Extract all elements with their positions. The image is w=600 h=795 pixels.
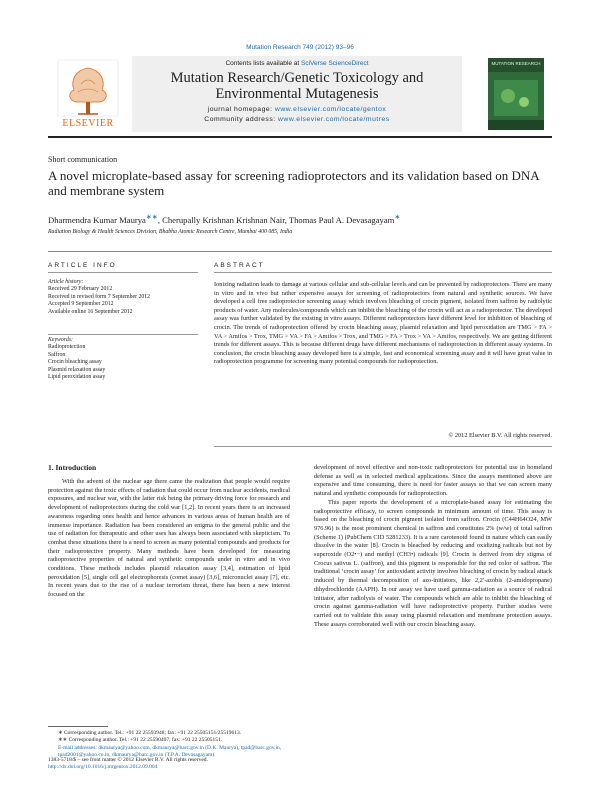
- abstract-rule: [214, 272, 552, 273]
- abstract-heading: ABSTRACT: [214, 262, 265, 269]
- article-type: Short communication: [48, 155, 118, 164]
- journal-cover-image: [468, 58, 552, 130]
- elsevier-logo: [48, 56, 128, 132]
- author-3-mark[interactable]: ∗: [394, 213, 401, 221]
- journal-reference[interactable]: Mutation Research 749 (2012) 93–96: [246, 44, 354, 51]
- header-rule: [48, 136, 552, 138]
- article-title: A novel microplate-based assay for screening radioprotectors and its validation based on DNA and membrane system: [48, 168, 539, 198]
- journal-title-line1: Mutation Research/Genetic Toxicology and: [170, 70, 424, 86]
- footnote-rule: [48, 726, 108, 727]
- keywords: [48, 337, 198, 381]
- community-label: Community address:: [204, 116, 276, 123]
- issn-line: 1383-5718/$ – see front matter © 2012 Elsevier B.V. All rights reserved.: [48, 757, 208, 763]
- intro-paragraph-2: This paper reports the development of a microplate-based assay for estimating the radioprotective efficacy, to screen compounds in minimum amount of time. This assay is based on the bleaching of crocin pigment isolated from saffron. Crocin (C44H64O24, MW 976.96) is the most prominent chemical in saffron and constitutes 2% (w/w) of total saffron (Scheme 1) (PubChem CID 5281233). It is a rare carotenoid found in nature which can easily dissolve in the water [8]. Crocin is bleached by reducing and oxidizing radicals but not by superoxide (O2•−) and methyl (CH3•) radicals [9]. Crocin is derived from dry stigma of Crocus sativus L. (saffron), and this pigment is responsible for the red color of saffron. The traditional ‘crocin assay’ for antioxidant activity involves bleaching of crocin by radical attack induced by thermal decomposition of azo-initiators, like 2,2′-azobis (2-amidopropane) dihydrochloride (AAPH). In our assay we have used gamma-radiation as a source of radical initiator, after radiolysis of water. The compounds which are able to inhibit the bleaching of crocin against gamma-radiation will have radioprotective property. Further studies were carried out to validate this assay using plasmid relaxation and membrane protection assays. These assays corroborated well with our crocin bleaching assay.: [314, 498, 552, 628]
- footer: [48, 757, 208, 772]
- homepage-link[interactable]: www.elsevier.com/locate/gentox: [274, 106, 387, 113]
- keyword-item: Crocin bleaching assay: [48, 359, 102, 366]
- affiliation: Radiation Biology & Health Sciences Division, Bhabha Atomic Research Centre, Mumbai 400 085, India: [48, 229, 293, 235]
- community-address: [132, 116, 462, 123]
- community-link[interactable]: www.elsevier.com/locate/mutres: [278, 116, 390, 123]
- body-column-left: [48, 478, 290, 600]
- sciencedirect-link[interactable]: SciVerse ScienceDirect: [300, 60, 369, 67]
- abstract-text: Ionizing radiation leads to damage at various cellular and sub-cellular levels and can be prevented by radioprotectors. There are many in vitro and in vivo but rather expensive assays for screening of radioprotectors from natural and synthetic sources. We have developed a cell free radioprotector screening assay which involves bleaching of crocin pigment, isolated from saffron by radiolytic products of water. Any molecules/compounds which can inhibit the bleaching of the crocin will act as a radioprotector. The developed assay was further validated by the existing in vitro assays. Different radioprotectors have different level for inhibition of bleaching of crocin. The trends of radioprotection offered by crocin bleaching assay, plasmid relaxation and lipid peroxidation are TMG > FA > VA > Amifos > Trox, TMG > VA > FA > Amifos > Trox, and TMG > FA > Trox > VA > Amifos, respectively. We are getting different trends for different assays. This is because different drugs have different mechanisms of radioprotection in different assay systems. In conclusion, the crocin bleaching assay developed here is a simple, fast and economical screening assay and it will have great value in radioprotection programme for screening many potential compounds for radioprotection.: [214, 281, 552, 366]
- footnotes: [48, 730, 298, 760]
- author-1: Dharmendra Kumar Maurya: [48, 214, 146, 225]
- history-item: Accepted 9 September 2012: [48, 301, 114, 308]
- intro-paragraph-1: With the advent of the nuclear age there came the realization that people would require protection against the toxic effects of radiation that could occur from nuclear accidents, medical exposures, and nuclear war, with the latter risk being the primary driving force for research and development of radioprotectors during the cold war [1,2]. In recent years there is an increased awareness regarding ones health and hence advances in various areas of human health are of immense importance. Radiation has been considered an enigma to the general public and the use of radiation for therapeutic and other uses has always been associated with skepticism. To combat these situations there is a need to screen as many potential compounds and products for their radioprotective property. Many methods have been developed for measuring radioprotective properties of natural and synthetic compounds under in vitro and in vivo conditions. These methods includes plasmid relaxation assay [3,4], estimation of lipid peroxidation [5], single cell gel electrophoresis (comet assay) [3,6], micronuclei assay [7], etc. In recent years due to the rise of a nuclear terrorism threat, there has been a new interest focused on the: [48, 478, 290, 599]
- contents-prefix: Contents lists available at: [225, 60, 300, 67]
- journal-header: [48, 56, 552, 132]
- journal-title: [132, 70, 462, 102]
- homepage-label: journal homepage:: [207, 106, 273, 113]
- author-list: [48, 212, 568, 225]
- article-info-rule-2: [48, 334, 198, 335]
- history-item: Received in revised form 7 September 2012: [48, 293, 151, 300]
- publisher-name: ELSEVIER: [62, 118, 114, 129]
- keyword-item: Lipid peroxidation assay: [48, 374, 106, 381]
- journal-title-line2: Environmental Mutagenesis: [215, 86, 379, 102]
- history-item: Available online 16 September 2012: [48, 308, 133, 315]
- body-column-right: [314, 464, 552, 629]
- abstract-bottom-rule: [214, 446, 552, 447]
- author-1-mark[interactable]: ∗∗: [145, 213, 158, 221]
- journal-homepage: [132, 106, 462, 113]
- journal-cover: [468, 58, 552, 130]
- section-rule: [48, 251, 552, 252]
- intro-paragraph-1-cont: development of novel effective and non-toxic radioprotectors for potential use in homeland defense as well as in selected medical applications. Since the assays mentioned above are expensive and time consuming, there is need for faster assays so that we can screen many natural and synthetic compounds for radioprotection.: [314, 464, 552, 498]
- history-item: Received 29 February 2012: [48, 286, 113, 293]
- author-others: , Cherupally Krishnan Krishnan Nair, Thomas Paul A. Devasagayam: [157, 214, 395, 225]
- intro-heading: 1. Introduction: [48, 463, 97, 472]
- contents-line: [132, 60, 462, 67]
- keyword-item: Radioprotection: [48, 344, 86, 351]
- cover-title: MUTATION RESEARCH: [491, 61, 541, 66]
- footnote-emails[interactable]: E-mail addresses: dkmaurya@yahoo.com, dkmaurya@barc.gov.in (D.K. Maurya), tpad@barc.gov.in, tpad2001@yahoo.co.in, dkmaurya@barc.gov.in (T.P.A. Devasagayam).: [58, 744, 282, 759]
- copyright: © 2012 Elsevier B.V. All rights reserved.: [448, 432, 552, 439]
- keyword-item: Plasmid relaxation assay: [48, 366, 106, 373]
- article-info-heading: ARTICLE INFO: [48, 262, 117, 269]
- elsevier-tree-icon: [48, 56, 128, 118]
- keyword-item: Saffron: [48, 351, 66, 358]
- keywords-label: Keywords:: [48, 337, 73, 343]
- article-history: [48, 279, 198, 316]
- footnote-1: ∗ Corresponding author. Tel.: +91 22 25593948; fax: +91 22 25505151/25519613.: [58, 730, 242, 736]
- history-label: Article history:: [48, 279, 84, 285]
- footnote-2: ∗∗ Corresponding author. Tel.: +91 22 25590407; fax: +91 22 25505151.: [58, 737, 223, 744]
- article-info-rule: [48, 272, 198, 273]
- doi-link[interactable]: http://dx.doi.org/10.1016/j.mrgentox.2012.09.004: [48, 764, 158, 771]
